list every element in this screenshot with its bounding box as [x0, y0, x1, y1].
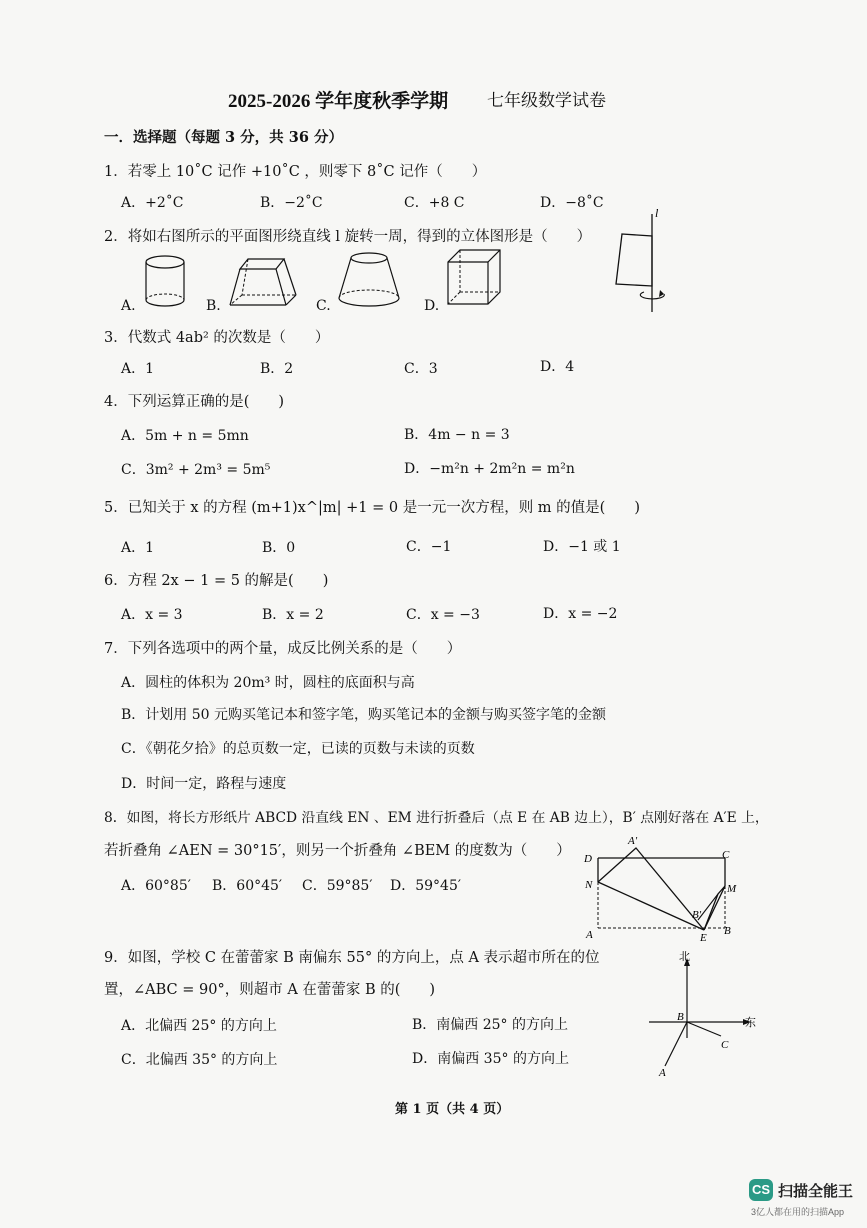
question-5-option-b: B．0 — [262, 540, 296, 556]
question-4-option-c: C．3m² + 2m³ = 5m⁵ — [121, 462, 271, 478]
question-9-option-d: D．南偏西 35° 的方向上 — [412, 1051, 569, 1067]
question-1-option-b: B．−2˚C — [260, 195, 323, 211]
question-7-option-d: D．时间一定，路程与速度 — [121, 776, 287, 792]
folding-rectangle-figure — [580, 830, 750, 945]
question-4-stem: 4．下列运算正确的是( ) — [104, 394, 285, 410]
question-9-option-c: C．北偏西 35° 的方向上 — [121, 1052, 278, 1068]
east-label: 东 — [745, 1017, 756, 1029]
cylinder-figure — [140, 252, 190, 312]
point-c-label: C — [721, 1039, 729, 1051]
question-5-option-a: A．1 — [121, 540, 155, 556]
question-4-option-a: A．5m + n = 5mn — [121, 428, 249, 444]
cube-figure — [446, 248, 506, 312]
page-footer: 第 1 页（共 4 页） — [395, 1102, 510, 1117]
question-2-option-c: C. — [316, 298, 331, 314]
question-6-option-a: A．x = 3 — [121, 607, 183, 623]
question-9-option-a: A．北偏西 25° 的方向上 — [121, 1018, 277, 1034]
cone-frustum-figure — [334, 250, 404, 312]
scanner-brand-name: 扫描全能王 — [778, 1183, 854, 1200]
point-b-prime-label: B′ — [692, 909, 702, 921]
question-8-option-b: B．60°45′ — [212, 878, 283, 894]
question-9-option-b: B．南偏西 25° 的方向上 — [412, 1017, 569, 1033]
question-2-option-b: B. — [206, 298, 221, 314]
point-a-label: A — [659, 1067, 666, 1079]
camscanner-logo-icon: CS — [749, 1179, 773, 1201]
point-a-label: A — [586, 929, 593, 941]
question-5-option-d: D．−1 或 1 — [543, 539, 621, 555]
question-3-stem: 3．代数式 4ab² 的次数是（ ） — [104, 330, 330, 346]
question-7-stem: 7．下列各选项中的两个量，成反比例关系的是（ ） — [104, 641, 462, 657]
question-5-option-c: C．−1 — [406, 539, 452, 555]
question-1-option-c: C．+8 C — [404, 195, 465, 211]
scanner-brand-tagline: 3亿人都在用的扫描App — [751, 1207, 845, 1217]
question-7-option-c: C．《朝花夕拾》的总页数一定，已读的页数与未读的页数 — [121, 741, 475, 757]
axis-l-label: l — [655, 206, 659, 220]
point-b-label: B — [677, 1011, 684, 1023]
question-7-option-a: A．圆柱的体积为 20m³ 时，圆柱的底面积与高 — [121, 675, 415, 691]
point-a-prime-label: A′ — [628, 835, 638, 847]
point-e-label: E — [700, 932, 707, 944]
question-3-option-b: B．2 — [260, 361, 294, 377]
question-6-option-b: B．x = 2 — [262, 607, 324, 623]
point-b-label: B — [724, 925, 731, 937]
point-c-label: C — [722, 849, 730, 861]
question-2-option-d: D. — [424, 298, 440, 314]
question-6-option-d: D．x = −2 — [543, 606, 618, 622]
point-d-label: D — [584, 853, 592, 865]
question-9-stem-line1: 9．如图，学校 C 在蕾蕾家 B 南偏东 55° 的方向上，点 A 表示超市所在的位 — [104, 950, 600, 966]
question-2-option-a: A. — [121, 298, 136, 314]
point-m-label: M — [727, 883, 737, 895]
question-6-stem: 6．方程 2x − 1 = 5 的解是( ) — [104, 573, 329, 589]
exam-title: 2025-2026 学年度秋季学期 — [228, 91, 449, 112]
exam-subtitle: 七年级数学试卷 — [487, 91, 606, 111]
rotation-axis-figure — [606, 208, 686, 318]
pyramid-frustum-figure — [228, 255, 298, 315]
section-heading: 一．选择题（每题 3 分，共 36 分） — [104, 129, 343, 146]
question-8-stem-line1: 8．如图，将长方形纸片 ABCD 沿直线 EN 、EM 进行折叠后（点 E 在 AB 边上），B′ 点刚好落在 A′E 上， — [104, 810, 769, 826]
north-label: 北 — [679, 951, 690, 963]
direction-diagram — [645, 948, 760, 1078]
question-5-stem: 5．已知关于 x 的方程 (m+1)x^|m| +1 = 0 是一元一次方程，则 m 的值是( ) — [104, 500, 640, 516]
question-3-option-d: D．4 — [540, 359, 575, 375]
question-6-option-c: C．x = −3 — [406, 607, 480, 623]
question-1-stem: 1．若零上 10˚C 记作 +10˚C ，则零下 8˚C 记作（ ） — [104, 164, 487, 180]
question-8-option-d: D．59°45′ — [390, 878, 462, 894]
question-8-stem-line2: 若折叠角 ∠AEN = 30°15′，则另一个折叠角 ∠BEM 的度数为（ ） — [104, 843, 571, 859]
question-9-stem-line2: 置，∠ABC = 90°，则超市 A 在蕾蕾家 B 的( ) — [104, 982, 436, 998]
point-n-label: N — [585, 879, 593, 891]
question-7-option-b: B．计划用 50 元购买笔记本和签字笔，购买笔记本的金额与购买签字笔的金额 — [121, 707, 607, 723]
question-4-option-b: B．4m − n = 3 — [404, 427, 510, 443]
question-1-option-a: A．+2˚C — [121, 195, 184, 211]
question-3-option-c: C．3 — [404, 361, 438, 377]
question-8-option-a: A．60°85′ — [121, 878, 191, 894]
question-3-option-a: A．1 — [121, 361, 155, 377]
question-8-option-c: C．59°85′ — [302, 878, 373, 894]
question-2-stem: 2．将如右图所示的平面图形绕直线 l 旋转一周，得到的立体图形是（ ） — [104, 229, 592, 245]
question-1-option-d: D．−8˚C — [540, 195, 604, 211]
question-4-option-d: D．−m²n + 2m²n = m²n — [404, 461, 575, 477]
